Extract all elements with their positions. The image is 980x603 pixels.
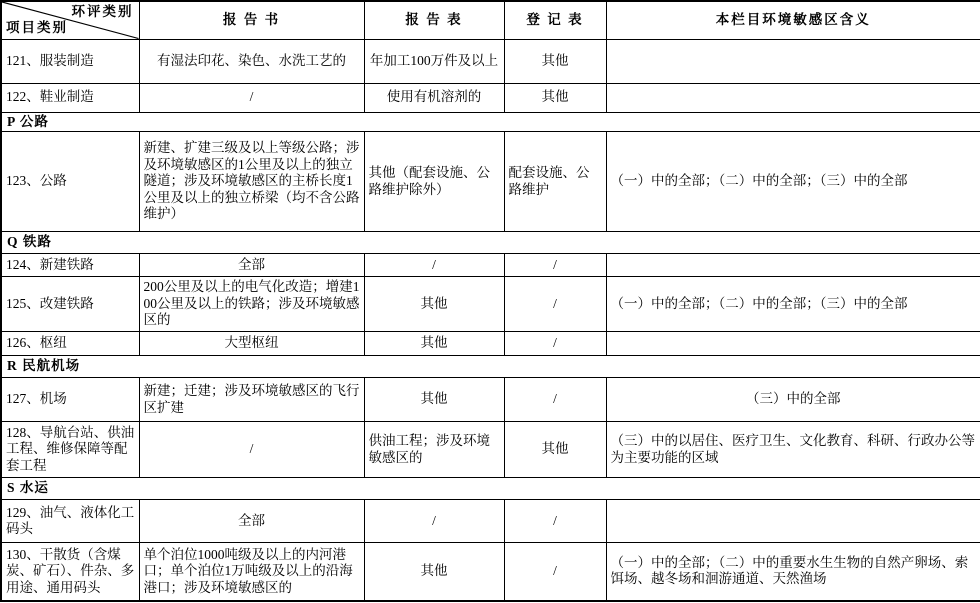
cell-project-category: 121、服装制造 [1,39,139,83]
cell-registration-form: 其他 [504,39,606,83]
table-header-row [1,1,980,39]
cell-report-book: 全部 [139,254,364,277]
cell-report-form: 其他 [364,332,504,356]
table-row-122 [1,83,980,112]
cell-project-category: 122、鞋业制造 [1,83,139,112]
cell-sensitive-area-meaning [606,500,980,543]
cell-project-category: 125、改建铁路 [1,277,139,332]
cell-sensitive-area-meaning: （三）中的以居住、医疗卫生、文化教育、科研、行政办公等为主要功能的区域 [606,422,980,478]
cell-sensitive-area-meaning [606,83,980,112]
cell-registration-form: 其他 [504,83,606,112]
section-label: S 水运 [1,478,980,500]
cell-project-category: 128、导航台站、供油工程、维修保障等配套工程 [1,422,139,478]
table-row-130 [1,543,980,601]
cell-sensitive-area-meaning [606,39,980,83]
cell-registration-form: 配套设施、公路维护 [504,132,606,232]
cell-registration-form: / [504,543,606,601]
section-row-s-water-transport [1,478,980,500]
cell-project-category: 123、公路 [1,132,139,232]
cell-report-book: 有湿法印花、染色、水洗工艺的 [139,39,364,83]
header-report-book: 报 告 书 [139,1,364,39]
cell-project-category: 124、新建铁路 [1,254,139,277]
cell-project-category: 126、枢纽 [1,332,139,356]
cell-project-category: 129、油气、液体化工码头 [1,500,139,543]
header-sensitive-area-meaning: 本栏目环境敏感区含义 [606,1,980,39]
cell-report-book: 新建、扩建三级及以上等级公路；涉及环境敏感区的1公里及以上的独立隧道；涉及环境敏感区的主桥长度1公里及以上的独立桥梁（均不含公路维护） [139,132,364,232]
table-row-129 [1,500,980,543]
table-row-126 [1,332,980,356]
section-row-r-civil-airport [1,356,980,378]
cell-report-form: 其他（配套设施、公路维护除外） [364,132,504,232]
cell-report-book: 单个泊位1000吨级及以上的内河港口；单个泊位1万吨级及以上的沿海港口；涉及环境敏感区的 [139,543,364,601]
cell-report-form: 其他 [364,277,504,332]
diagonal-header-cell [1,1,139,39]
cell-project-category: 130、干散货（含煤炭、矿石）、件杂、多用途、通用码头 [1,543,139,601]
cell-sensitive-area-meaning: （三）中的全部 [606,378,980,422]
cell-registration-form: / [504,332,606,356]
cell-sensitive-area-meaning: （一）中的全部；（二）中的全部；（三）中的全部 [606,277,980,332]
cell-report-form: 供油工程；涉及环境敏感区的 [364,422,504,478]
cell-registration-form: / [504,500,606,543]
cell-report-book: 新建；迁建；涉及环境敏感区的飞行区扩建 [139,378,364,422]
cell-report-book: / [139,422,364,478]
table-row-124 [1,254,980,277]
section-label: Q 铁路 [1,232,980,254]
section-label: R 民航机场 [1,356,980,378]
header-registration-form: 登 记 表 [504,1,606,39]
cell-sensitive-area-meaning: （一）中的全部；（二）中的重要水生生物的自然产卵场、索饵场、越冬场和洄游通道、天然渔场 [606,543,980,601]
section-row-q-railway [1,232,980,254]
cell-registration-form: / [504,277,606,332]
cell-sensitive-area-meaning: （一）中的全部；（二）中的全部；（三）中的全部 [606,132,980,232]
cell-registration-form: / [504,254,606,277]
cell-report-form: 使用有机溶剂的 [364,83,504,112]
cell-report-book: 大型枢纽 [139,332,364,356]
cell-sensitive-area-meaning [606,254,980,277]
cell-report-form: 其他 [364,378,504,422]
header-report-form: 报 告 表 [364,1,504,39]
cell-report-book: 200公里及以上的电气化改造；增建100公里及以上的铁路；涉及环境敏感区的 [139,277,364,332]
cell-report-form: 其他 [364,543,504,601]
cell-sensitive-area-meaning [606,332,980,356]
section-row-p-highway [1,112,980,132]
cell-report-form: / [364,254,504,277]
table-row-121 [1,39,980,83]
cell-report-book: / [139,83,364,112]
cell-report-form: 年加工100万件及以上 [364,39,504,83]
cell-report-book: 全部 [139,500,364,543]
cell-report-form: / [364,500,504,543]
cell-registration-form: / [504,378,606,422]
header-project-category-label: 项目类别 [6,20,68,35]
table-row-128 [1,422,980,478]
table-row-127 [1,378,980,422]
cell-registration-form: 其他 [504,422,606,478]
cell-project-category: 127、机场 [1,378,139,422]
section-label: P 公路 [1,112,980,132]
table-row-125 [1,277,980,332]
table-row-123 [1,132,980,232]
header-eia-category-label: 环评类别 [71,4,134,19]
